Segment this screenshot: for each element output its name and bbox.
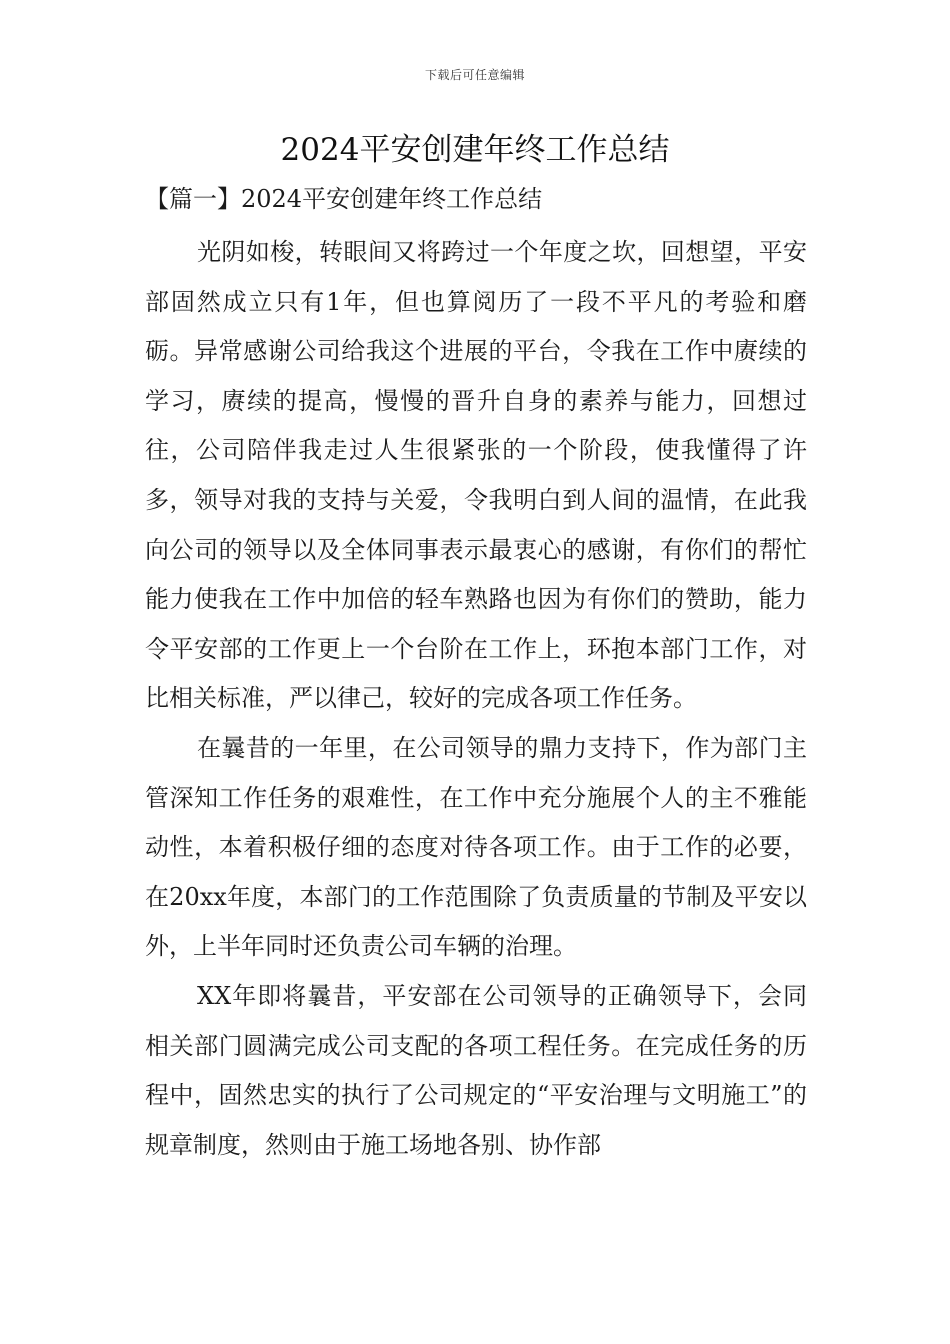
paragraph-3: XX年即将曩昔，平安部在公司领导的正确领导下，会同相关部门圆满完成公司支配的各项工程任务。在完成任务的历程中，固然忠实的执行了公司规定的“平安治理与文明施工”的规章制度，然则由于施工场地各别、协作部	[145, 981, 807, 1159]
section-heading: 【篇一】2024平安创建年终工作总结	[145, 185, 543, 213]
document-title: 2024平安创建年终工作总结	[280, 132, 670, 168]
document-body	[145, 228, 807, 1170]
header-note: 下载后可任意编辑	[424, 68, 525, 82]
paragraph-2: 在曩昔的一年里，在公司领导的鼎力支持下，作为部门主管深知工作任务的艰难性，在工作中充分施展个人的主不雅能动性，本着积极仔细的态度对待各项工作。由于工作的必要，在20xx年度，本部门的工作范围除了负责质量的节制及平安以外，上半年同时还负责公司车辆的治理。	[145, 733, 807, 961]
paragraph-1: 光阴如梭，转眼间又将跨过一个年度之坎，回想望，平安部固然成立只有1年，但也算阅历了一段不平凡的考验和磨砺。异常感谢公司给我这个进展的平台，令我在工作中赓续的学习，赓续的提高，慢慢的晋升自身的素养与能力，回想过往，公司陪伴我走过人生很紧张的一个阶段，使我懂得了许多，领导对我的支持与关爱，令我明白到人间的温情，在此我向公司的领导以及全体同事表示最衷心的感谢，有你们的帮忙能力使我在工作中加倍的轻车熟路也因为有你们的赞助，能力令平安部的工作更上一个台阶在工作上，环抱本部门工作，对比相关标准，严以律己，较好的完成各项工作任务。	[145, 238, 807, 713]
